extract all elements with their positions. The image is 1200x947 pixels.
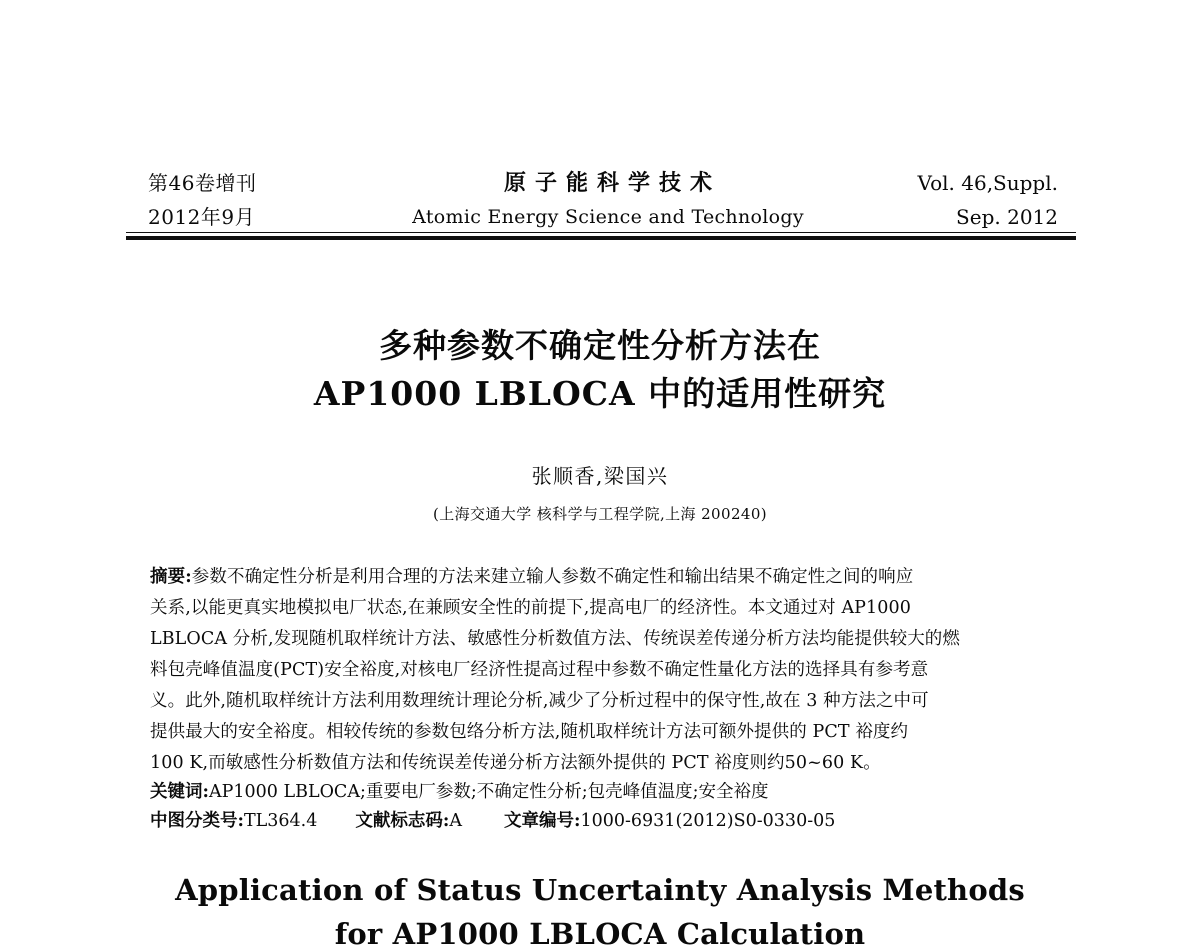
abstract-label: 摘要: [150,567,192,587]
keywords-line [150,778,1055,807]
clc-value: TL364.4 [243,811,318,831]
metadata-block [150,778,1055,836]
abstract-block [150,562,1055,779]
author-affiliation: (上海交通大学 核科学与工程学院,上海 200240) [432,505,768,523]
publication-date-cn: 2012年9月 [148,205,256,229]
masthead-left [148,166,348,234]
clc-label: 中图分类号: [150,811,244,831]
journal-title-cn: 原子能科学技术 [503,170,721,196]
abstract-line: 料包壳峰值温度(PCT)安全裕度,对核电厂经济性提高过程中参数不确定性量化方法的选择具有参考意 [150,660,929,680]
document-code-value: A [449,811,462,831]
abstract-line: 100 K,而敏感性分析数值方法和传统误差传递分析方法额外提供的 PCT 裕度则约50~60 K。 [150,753,881,773]
article-title-en-line-2: for AP1000 LBLOCA Calculation [334,917,866,947]
abstract-line: LBLOCA 分析,发现随机取样统计方法、敏感性分析数值方法、传统误差传递分析方法均能提供较大的燃 [150,629,960,649]
abstract-text-line-1: 参数不确定性分析是利用合理的方法来建立输人参数不确定性和输出结果不确定性之间的响应 [191,567,914,587]
journal-title-en: Atomic Energy Science and Technology [412,206,804,228]
article-id-value: 1000-6931(2012)S0-0330-05 [580,811,836,831]
divider-thick-line [126,236,1076,240]
publication-date-en: Sep. 2012 [956,205,1058,229]
classification-line [150,807,1055,836]
masthead [148,166,1058,234]
keywords-label: 关键词: [150,782,209,802]
abstract-line: 提供最大的安全裕度。相较传统的参数包络分析方法,随机取样统计方法可额外提供的 PCT 裕度约 [150,722,909,742]
volume-issue-en: Vol. 46,Suppl. [917,171,1058,195]
divider-thin-line [126,232,1076,233]
article-title-en [0,868,1200,947]
masthead-right [868,166,1058,234]
document-code-label: 文献标志码: [355,811,450,831]
masthead-center [348,166,868,234]
abstract-line: 关系,以能更真实地模拟电厂状态,在兼顾安全性的前提下,提高电厂的经济性。本文通过对 AP1000 [150,598,911,618]
keywords-value: AP1000 LBLOCA;重要电厂参数;不确定性分析;包壳峰值温度;安全裕度 [208,782,769,802]
abstract-line [150,562,1055,593]
volume-issue-cn: 第46卷增刊 [148,171,257,195]
article-title-cn [0,322,1200,418]
article-title-en-line-1: Application of Status Uncertainty Analysis Methods [175,873,1025,907]
masthead-divider [126,232,1076,240]
abstract-line: 义。此外,随机取样统计方法利用数理统计理论分析,减少了分析过程中的保守性,故在 3 种方法之中可 [150,691,929,711]
article-id-label: 文章编号: [503,811,581,831]
article-title-cn-line-1: 多种参数不确定性分析方法在 [379,326,821,365]
article-title-cn-line-2: AP1000 LBLOCA 中的适用性研究 [313,374,887,413]
author-list: 张顺香,梁国兴 [531,464,669,488]
